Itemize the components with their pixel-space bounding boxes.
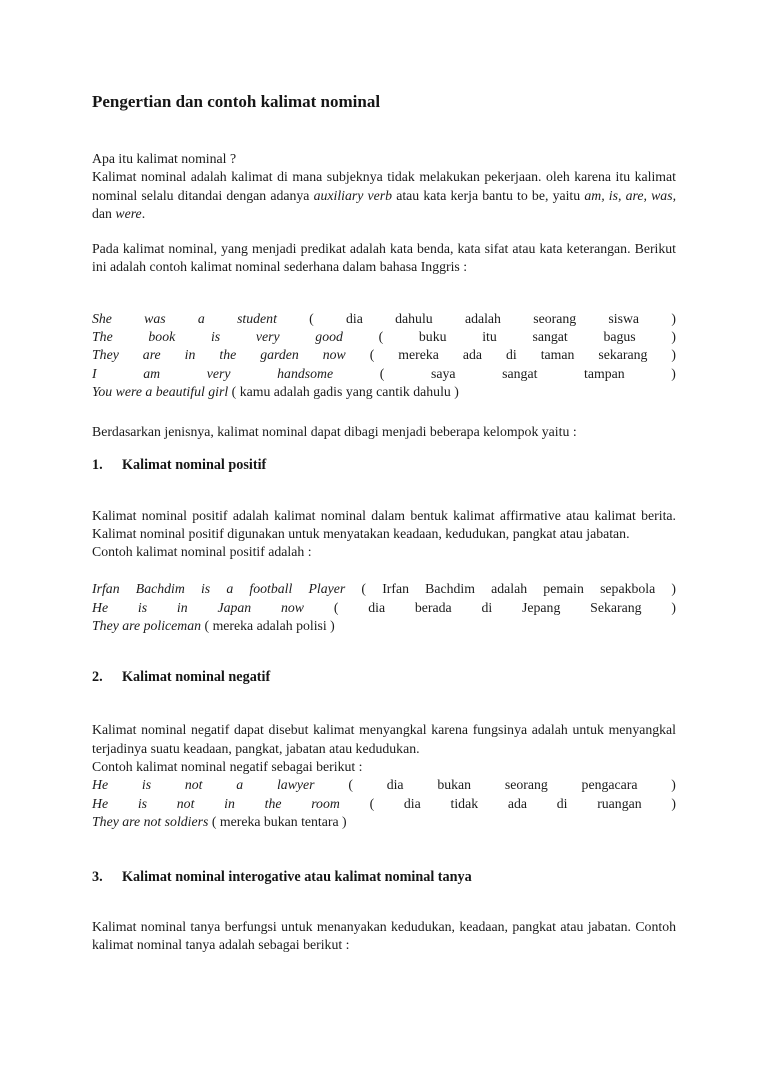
section-heading-1 [92, 456, 676, 475]
section-1-contoh-line: Contoh kalimat nominal positif adalah : [92, 544, 312, 560]
intro-question: Apa itu kalimat nominal ? [92, 151, 237, 166]
section-number: 2. [92, 669, 103, 686]
example-sentence: They are not soldiers ( mereka bukan tentara ) [92, 813, 347, 829]
section-2-paragraph: Kalimat nominal negatif dapat disebut kalimat menyangkal karena fungsinya adalah untuk menyangkal terjadinya suatu keadaan, pangkat, jabatan atau kedudukan. [92, 722, 676, 756]
example-sentence: They are in the garden now ( mereka ada di taman sekarang ) [92, 347, 676, 363]
intro-examples [92, 310, 676, 401]
section-1-examples [92, 580, 676, 635]
section-heading-2 [92, 668, 676, 687]
section-number: 1. [92, 456, 103, 473]
example-sentence: Irfan Bachdim is a football Player ( Irfan Bachdim adalah pemain sepakbola ) [92, 581, 676, 597]
section-2-examples [92, 776, 676, 831]
section-2-body-block [92, 721, 676, 831]
example-sentence: You were a beautiful girl ( kamu adalah gadis yang cantik dahulu ) [92, 383, 459, 399]
section-heading-3 [92, 868, 676, 887]
document-title: Pengertian dan contoh kalimat nominal [92, 92, 381, 111]
example-sentence: The book is very good ( buku itu sangat bagus ) [92, 329, 676, 345]
example-sentence: He is in Japan now ( dia berada di Jepang Sekarang ) [92, 599, 676, 615]
section-1-body-block [92, 507, 676, 562]
example-sentence: I am very handsome ( saya sangat tampan ) [92, 365, 676, 381]
section-heading-label: Kalimat nominal negatif [122, 669, 271, 686]
intro-block [92, 150, 676, 223]
section-3-paragraph: Kalimat nominal tanya berfungsi untuk menanyakan kedudukan, keadaan, pangkat atau jabatan. Contoh kalimat nominal tanya adalah sebagai berikut : [92, 919, 676, 953]
section-2-contoh-line: Contoh kalimat nominal negatif sebagai berikut : [92, 758, 363, 774]
intro-paragraph-2: Pada kalimat nominal, yang menjadi predikat adalah kata benda, kata sifat atau kata keterangan. Berikut ini adalah contoh kalimat nominal sederhana dalam bahasa Inggris : [92, 241, 676, 275]
section-heading-label: Kalimat nominal positif [122, 456, 267, 473]
example-sentence: He is not in the room ( dia tidak ada di ruangan ) [92, 795, 676, 811]
example-sentence: They are policeman ( mereka adalah polisi ) [92, 618, 335, 634]
section-heading-label: Kalimat nominal interogative atau kalimat nominal tanya [122, 869, 472, 886]
example-sentence: He is not a lawyer ( dia bukan seorang pengacara ) [92, 777, 676, 793]
section-number: 3. [92, 869, 103, 886]
intro-paragraph: Kalimat nominal adalah kalimat di mana subjeknya tidak melakukan pekerjaan. oleh karena itu kalimat nominal selalu ditandai dengan adanya auxiliary verb atau kata kerja bantu to be, yaitu am, is, are, was, dan were. [92, 169, 677, 221]
grouping-note: Berdasarkan jenisnya, kalimat nominal dapat dibagi menjadi beberapa kelompok yaitu : [92, 424, 577, 440]
section-1-paragraph: Kalimat nominal positif adalah kalimat nominal dalam bentuk kalimat affirmative atau kalimat berita. Kalimat nominal positif digunakan untuk menyatakan keadaan, kedudukan, pangkat atau jabatan. [92, 507, 676, 541]
example-sentence: She was a student ( dia dahulu adalah seorang siswa ) [92, 310, 676, 326]
